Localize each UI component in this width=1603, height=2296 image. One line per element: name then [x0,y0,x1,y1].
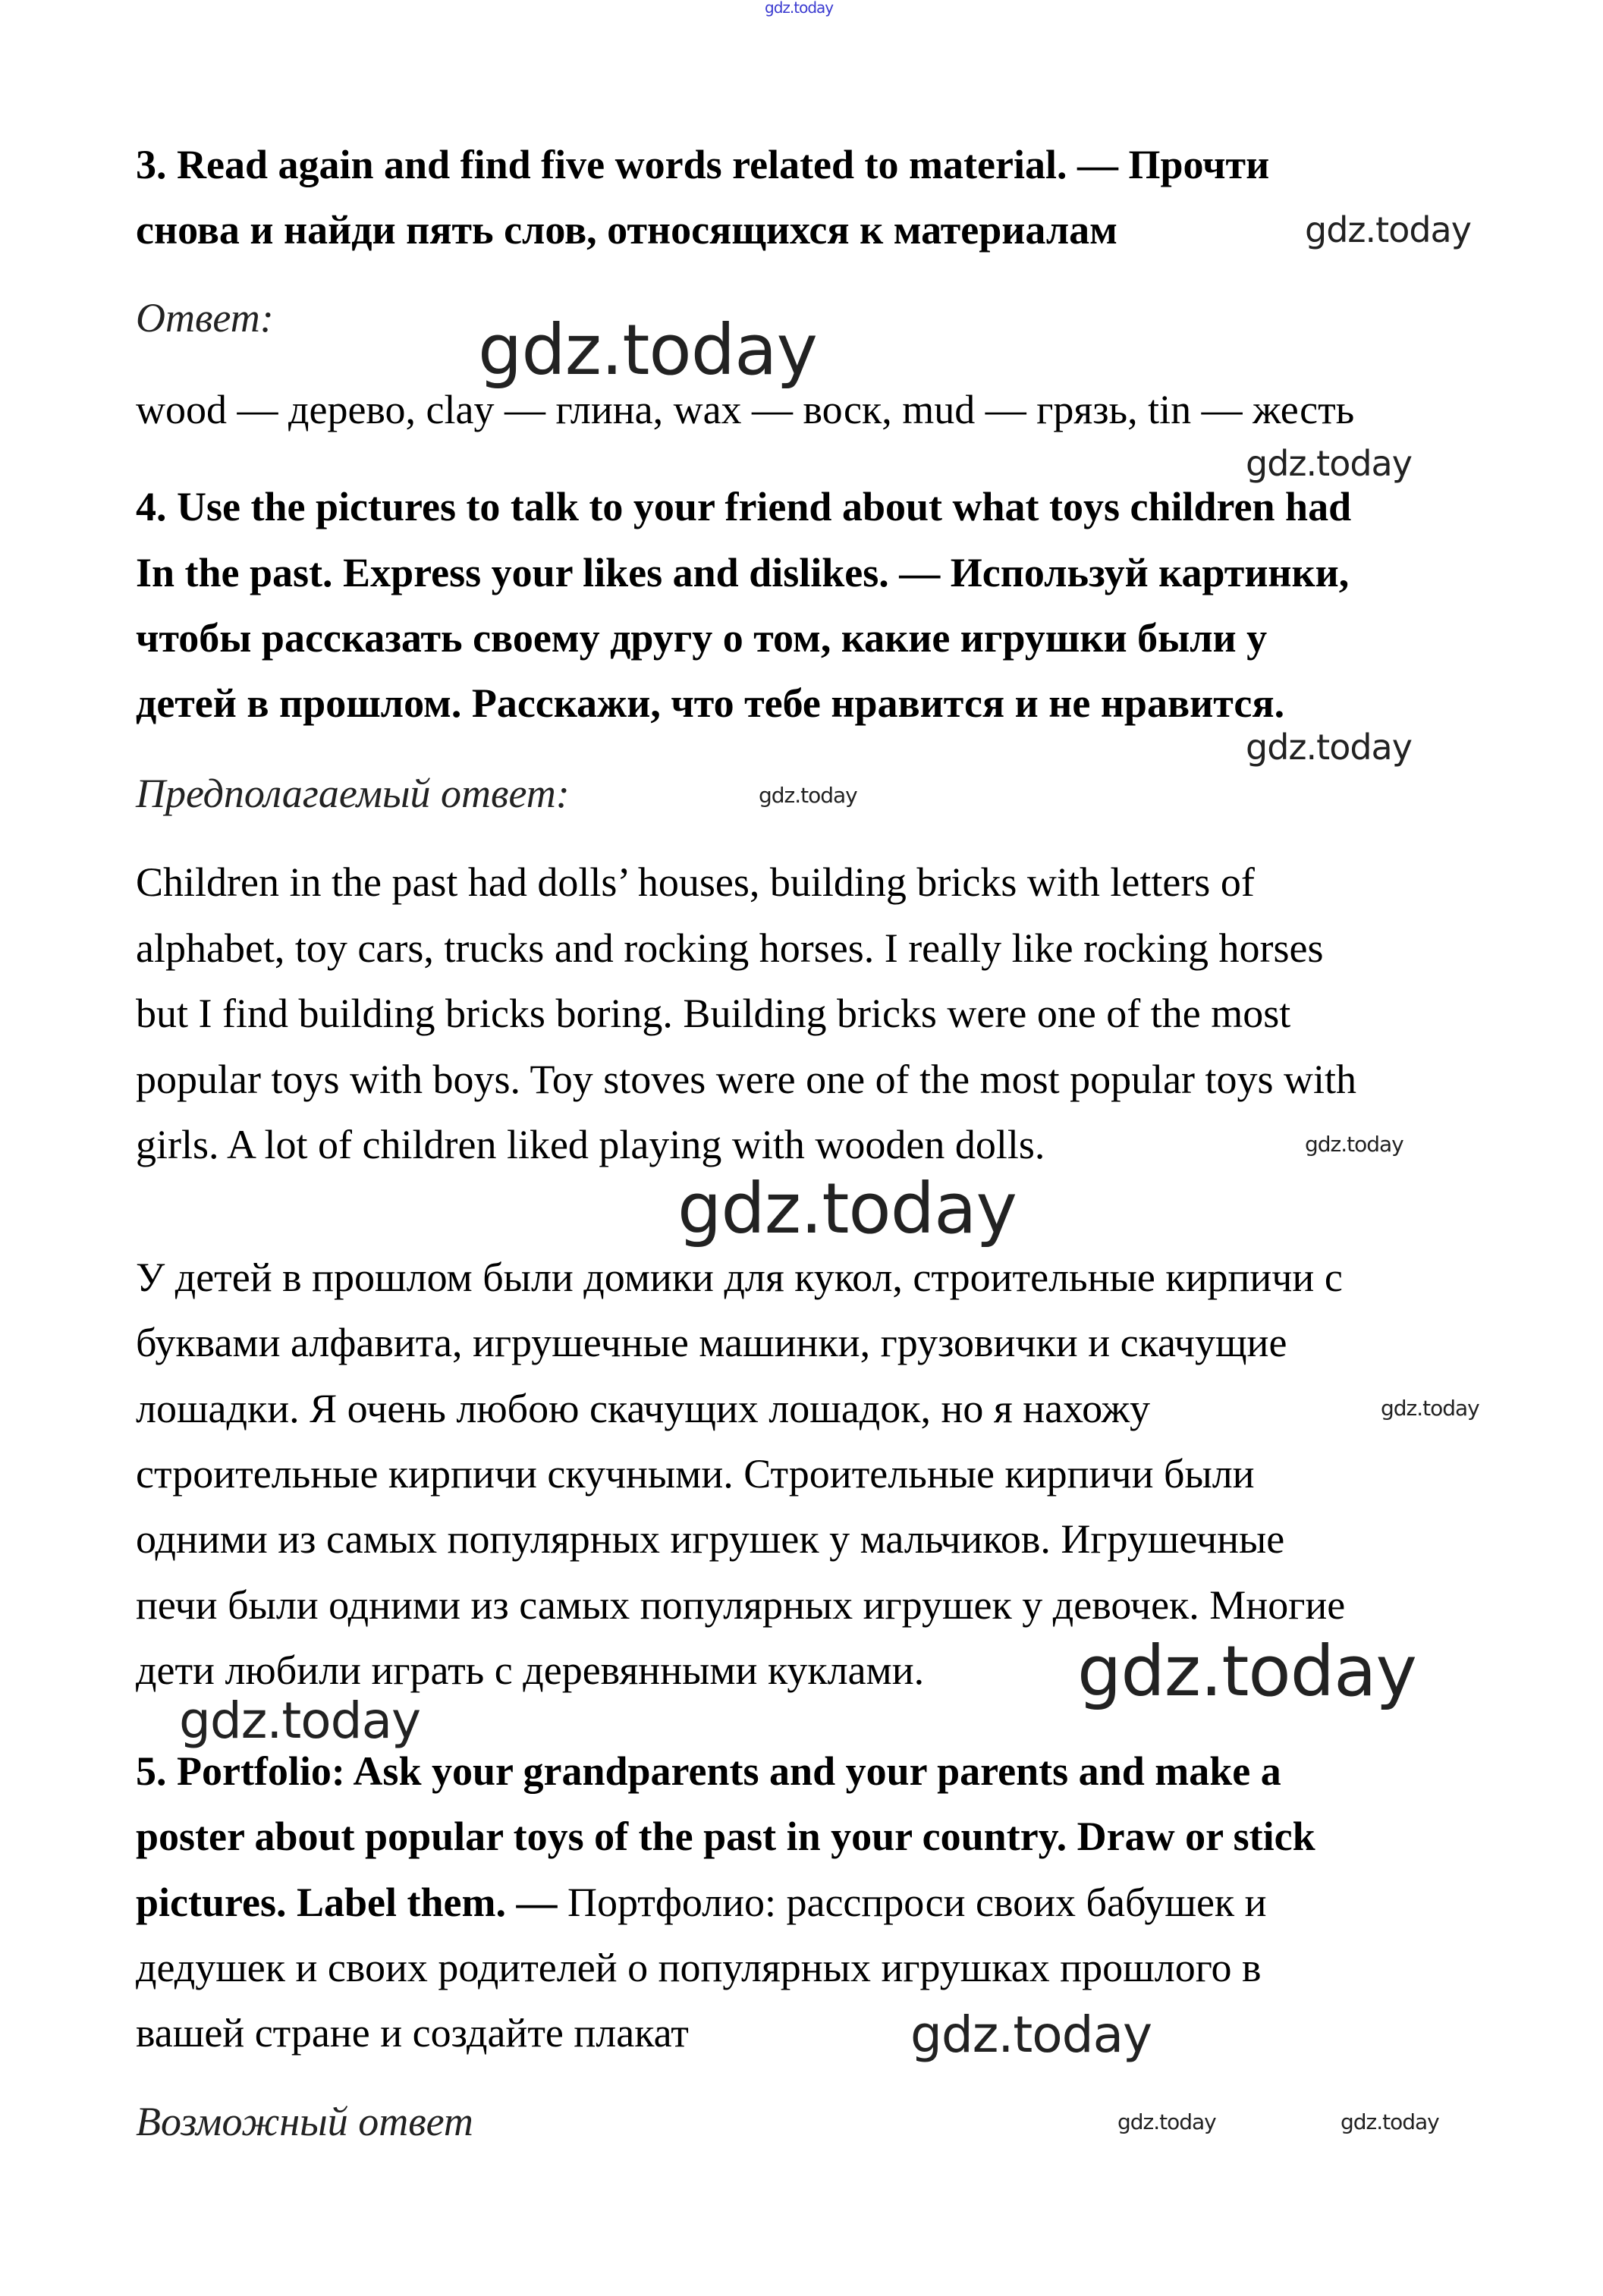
watermark: gdz.today [677,1168,1017,1249]
task5-heading-bold: pictures. Label them. — [136,1880,567,1925]
watermark: gdz.today [1246,443,1412,484]
english-answer-line: Children in the past had dolls’ houses, building bricks with letters of [136,859,1255,905]
english-answer-line: girls. A lot of children liked playing with wooden dolls. [136,1122,1045,1167]
task4-heading-line: 4. Use the pictures to talk to your friend about what toys children had [136,484,1352,529]
task5-heading-line [136,1880,1267,1925]
russian-answer-line: одними из самых популярных игрушек у мальчиков. Игрушечные [136,1516,1285,1562]
watermark: gdz.today [1305,1132,1403,1157]
task5-translation-line: дедушек и своих родителей о популярных игрушках прошлого в [136,1945,1262,1990]
watermark: gdz.today [1305,209,1471,250]
task3-answer-label: Ответ: [136,295,274,341]
task5-answer-label: Возможный ответ [136,2099,473,2144]
task3-heading-line: снова и найди пять слов, относящихся к материалам [136,207,1117,253]
task4-heading-line: In the past. Express your likes and dislikes. — Используй картинки, [136,550,1350,595]
task4-answer-label: Предполагаемый ответ: [136,771,570,816]
english-answer-line: popular toys with boys. Toy stoves were one of the most popular toys with [136,1057,1357,1102]
english-answer-line: alphabet, toy cars, trucks and rocking horses. I really like rocking horses [136,925,1324,971]
task3-heading-line: 3. Read again and find five words related to material. — Прочти [136,142,1270,187]
russian-answer-line: буквами алфавита, игрушечные машинки, грузовички и скачущие [136,1320,1287,1365]
russian-answer-line: строительные кирпичи скучными. Строительные кирпичи были [136,1451,1255,1497]
watermark: gdz.today [1246,727,1412,768]
russian-answer-line: печи были одними из самых популярных игрушек у девочек. Многие [136,1582,1346,1628]
task4-heading-line: чтобы рассказать своему другу о том, какие игрушки были у [136,615,1268,661]
russian-answer-line: лошадки. Я очень любою скачущих лошадок, но я нахожу [136,1386,1151,1431]
watermark-top: gdz.today [765,0,834,17]
watermark: gdz.today [478,309,817,391]
task3-answer: wood — дерево, clay — глина, wax — воск, mud — грязь, tin — жесть [136,387,1355,432]
task5-translation-line: вашей стране и создайте плакат [136,2010,689,2056]
watermark: gdz.today [910,2005,1152,2064]
english-answer-line: but I find building bricks boring. Building bricks were one of the most [136,991,1291,1036]
watermark: gdz.today [1117,2109,1216,2134]
task5-heading-line: 5. Portfolio: Ask your grandparents and your parents and make a [136,1748,1281,1794]
task5-heading-line: poster about popular toys of the past in your country. Draw or stick [136,1814,1315,1859]
watermark: gdz.today [1077,1631,1416,1712]
watermark: gdz.today [759,783,857,808]
watermark: gdz.today [1341,2109,1439,2134]
watermark: gdz.today [1381,1396,1479,1421]
russian-answer-line: дети любили играть с деревянными куклами. [136,1647,925,1693]
russian-answer-line: У детей в прошлом были домики для кукол, строительные кирпичи с [136,1255,1343,1300]
task5-heading-translation: Портфолио: расспроси своих бабушек и [567,1880,1267,1925]
watermark: gdz.today [179,1691,421,1750]
task4-heading-line: детей в прошлом. Расскажи, что тебе нравится и не нравится. [136,680,1285,726]
